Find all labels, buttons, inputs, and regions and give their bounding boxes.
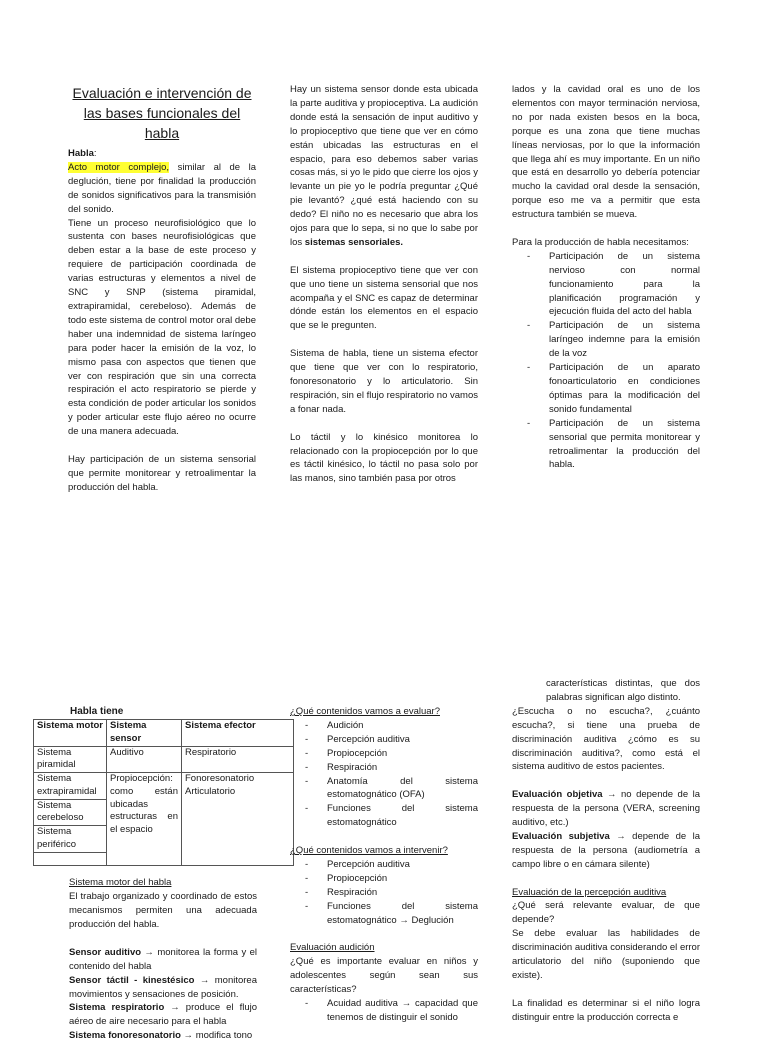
paragraph — [69, 1029, 257, 1043]
paragraph: Se debe evaluar las habilidades de discriminación auditiva considerando el error articulatorio del niño (suponiendo que existe). — [512, 928, 700, 981]
paragraph: ¿Escucha o no escucha?, ¿cuánto escucha?, si tiene una prueba de discriminación auditiva ¿cómo es su discriminación auditiva?, como está el sistema auditivo de estos pacientes. — [512, 705, 700, 773]
list-item: - Participación de un aparato fonoarticulatorio en condiciones óptimas para la modificación del sonido fundamental — [512, 361, 700, 417]
paragraph: La finalidad es determinar si el niño logra distinguir entre la producción correcta e — [512, 997, 700, 1023]
page2-column-3 — [512, 677, 700, 1025]
table-cell: Sistema piramidal — [34, 746, 107, 773]
section-heading: ¿Qué contenidos vamos a evaluar? — [290, 706, 440, 717]
list-item: - Acuidad auditiva → capacidad que tenemos de distinguir el sonido — [290, 997, 478, 1025]
paragraph: El sistema propioceptivo tiene que ver con que uno tiene un sistema sensorial que nos acompaña y el SNC es capaz de determinar dónde están los elementos en el espacio que se le pregunten. — [290, 264, 478, 332]
paragraph — [512, 830, 700, 872]
list-item: - Respiración — [290, 886, 478, 900]
paragraph-text: → depende de la respuesta de la persona (audiometría a campo libre o en cámara silente) — [512, 830, 700, 870]
paragraph-text: → no depende de la respuesta de la persona (VERA, screening auditivo, etc.) — [512, 789, 700, 829]
paragraph: Lo táctil y lo kinésico monitorea lo relacionado con la propiocepción por lo que es táctil kinésico, lo táctil no pasa solo por las manos, sino también pasa por otros — [290, 431, 478, 485]
section-heading: Evaluación de la percepción auditiva — [512, 886, 667, 898]
paragraph — [290, 83, 478, 250]
paragraph: Sistema de habla, tiene un sistema efector que tiene que ver con lo respiratorio, fonoresonatorio y lo articulatorio. Sin respiración, sin el flujo respiratorio no vamos a fonar nada. — [290, 348, 478, 415]
intervene-list — [290, 858, 478, 928]
page2-column-1 — [33, 705, 263, 1043]
habla-colon: : — [93, 148, 97, 159]
table-cell: Sistema periférico — [34, 826, 107, 853]
paragraph-text: Hay un sistema sensor donde esta ubicada la parte auditiva y propioceptiva. La audición donde está la sensación de input auditivo y lo propioceptivo que tiene que ver en cómo están ubicadas las estructuras en el espacio, para eso debemos saber varias cosas más, si yo le pido que cierre los ojos y levante un pie yo le podría preguntar ¿Qué pie levantó? ¿qué está haciendo con su dedo? El niño no es necesario que abra los ojos para que lo sepa, si no que lo sabe por los — [290, 84, 478, 248]
paragraph: Hay participación de un sistema sensorial que permite monitorear y retroalimentar la producción del habla. — [68, 453, 256, 493]
paragraph-text: → monitorea la forma y el contenido del habla — [69, 946, 258, 972]
list-item: - Anatomía del sistema estomatognático (OFA) — [290, 775, 478, 803]
section-heading: Evaluación audición — [290, 942, 375, 954]
bold-text: Evaluación objetiva — [512, 789, 603, 801]
table-cell: Auditivo — [107, 746, 182, 773]
document-title — [68, 83, 256, 143]
table-cell: Propiocepción: como están ubicadas estructuras en el espacio — [107, 773, 182, 866]
page1-column-1 — [68, 83, 256, 495]
habla-table — [33, 719, 294, 866]
list-item: - Percepción auditiva — [290, 733, 478, 747]
table-cell-line: Articulatorio — [185, 785, 236, 797]
paragraph — [512, 788, 700, 830]
table-title: Habla tiene — [70, 706, 124, 717]
page1-column-2 — [290, 83, 478, 486]
paragraph-text: → monitorea movimientos y sensaciones de posición. — [69, 974, 257, 1000]
list-item: - Participación de un sistema sensorial que permita monitorear y retroalimentar la producción del habla. — [512, 417, 700, 473]
paragraph: ¿Qué es importante evaluar en niños y adolescentes según sean sus características? — [290, 956, 478, 996]
paragraph — [69, 974, 257, 1002]
table-cell: Respiratorio — [182, 746, 294, 773]
list-item: - Funciones del sistema estomatognático — [290, 802, 478, 830]
table-cell — [182, 773, 294, 866]
title-line-3: habla — [144, 125, 180, 141]
section-heading: ¿Qué contenidos vamos a intervenir? — [290, 845, 448, 857]
evaluate-list — [290, 719, 478, 830]
list-item: - Funciones del sistema estomatognático → Deglución — [290, 900, 478, 928]
bold-text: Sensor auditivo — [69, 946, 142, 958]
paragraph — [69, 1001, 257, 1029]
list-item: - Propiocepción — [290, 872, 478, 886]
paragraph: El trabajo organizado y coordinado de estos mecanismos permiten una adecuada producción del habla. — [69, 891, 257, 930]
page1-column-3 — [512, 83, 700, 472]
highlighted-text: Acto motor complejo, — [68, 161, 170, 173]
bold-text: sistemas sensoriales. — [304, 236, 404, 248]
section-heading: Sistema motor del habla — [69, 877, 172, 889]
list-item: - Participación de un sistema laríngeo indemne para la emisión de la voz — [512, 319, 700, 361]
bold-text: Sistema respiratorio — [69, 1002, 165, 1014]
paragraph: lados y la cavidad oral es uno de los elementos con mayor terminación nerviosa, no por nada existen besos en la boca, porque es una zona que tiene muchas líneas nerviosas, por lo que la información que llega ahí es muy importante. En un niño que está en desarrollo yo debería potenciar mucho la cavidad oral desde la sensación, porque eso me va a permitir que esta estructura también se mueva. — [512, 84, 700, 221]
paragraph: ¿Qué será relevante evaluar, de que depende? — [512, 900, 700, 926]
table-header: Sistema motor — [34, 719, 107, 746]
table-cell: Sistema extrapiramidal — [34, 773, 107, 800]
bold-text: Sistema fonoresonatorio — [69, 1030, 181, 1042]
list-item: - Percepción auditiva — [290, 858, 478, 872]
paragraph — [69, 946, 257, 974]
table-header: Sistema sensor — [107, 719, 182, 746]
table-cell — [34, 853, 107, 866]
list-item: - Propiocepción — [290, 747, 478, 761]
title-line-1: Evaluación e intervención de — [72, 85, 252, 101]
bold-text: Sensor táctil - kinestésico — [69, 974, 195, 986]
table-header: Sistema efector — [182, 719, 294, 746]
paragraph: Para la producción de habla necesitamos: — [512, 236, 689, 248]
paragraph — [68, 161, 256, 217]
bold-text: Evaluación subjetiva — [512, 830, 610, 842]
habla-heading — [68, 147, 256, 161]
paragraph-text: similar al de la deglución, tiene por finalidad la producción de sonidos significativos para la transmisión del sonido. — [68, 161, 257, 215]
list-item: - Respiración — [290, 761, 478, 775]
habla-label: Habla — [68, 148, 94, 159]
page2-column-2 — [290, 705, 478, 1025]
paragraph: Tiene un proceso neurofisiológico que lo sustenta con bases neurofisiológicas que deben estar a la base de este proceso y requiere de participación coordinada de varias estructuras y elementos a nivel de SNC y SNP (sistema piramidal, extrapiramidal, cerebeloso). Además de todo este sistema de control motor oral debe haber una indemnidad de sistema laríngeo para poder hacer la emisión de la voz, lo mismo pasa con aspectos que tienen que ver con respiración que sin una correcta respiración el acto respiratorio se pierde y esta condición de poder articular los sonidos y poder articular este flujo aéreo no ocurre de una manera adecuada. — [68, 217, 256, 438]
table-cell: Sistema cerebeloso — [34, 799, 107, 826]
hearing-list — [290, 997, 478, 1025]
list-item: - Participación de un sistema nervioso con normal funcionamiento para la planificación programación y ejecución fluida del acto del habla — [512, 250, 700, 320]
paragraph-text: → produce el flujo aéreo de aire necesario para el habla — [69, 1002, 258, 1028]
paragraph-text: → modifica tono — [180, 1030, 253, 1042]
table-cell-line: Fonoresonatorio — [185, 773, 255, 785]
paragraph: características distintas, que dos palabras significan algo distinto. — [546, 678, 700, 703]
motor-section — [69, 876, 257, 1043]
requirements-list — [512, 250, 700, 473]
title-line-2: las bases funcionales del — [83, 105, 241, 121]
list-item: - Audición — [290, 719, 478, 733]
